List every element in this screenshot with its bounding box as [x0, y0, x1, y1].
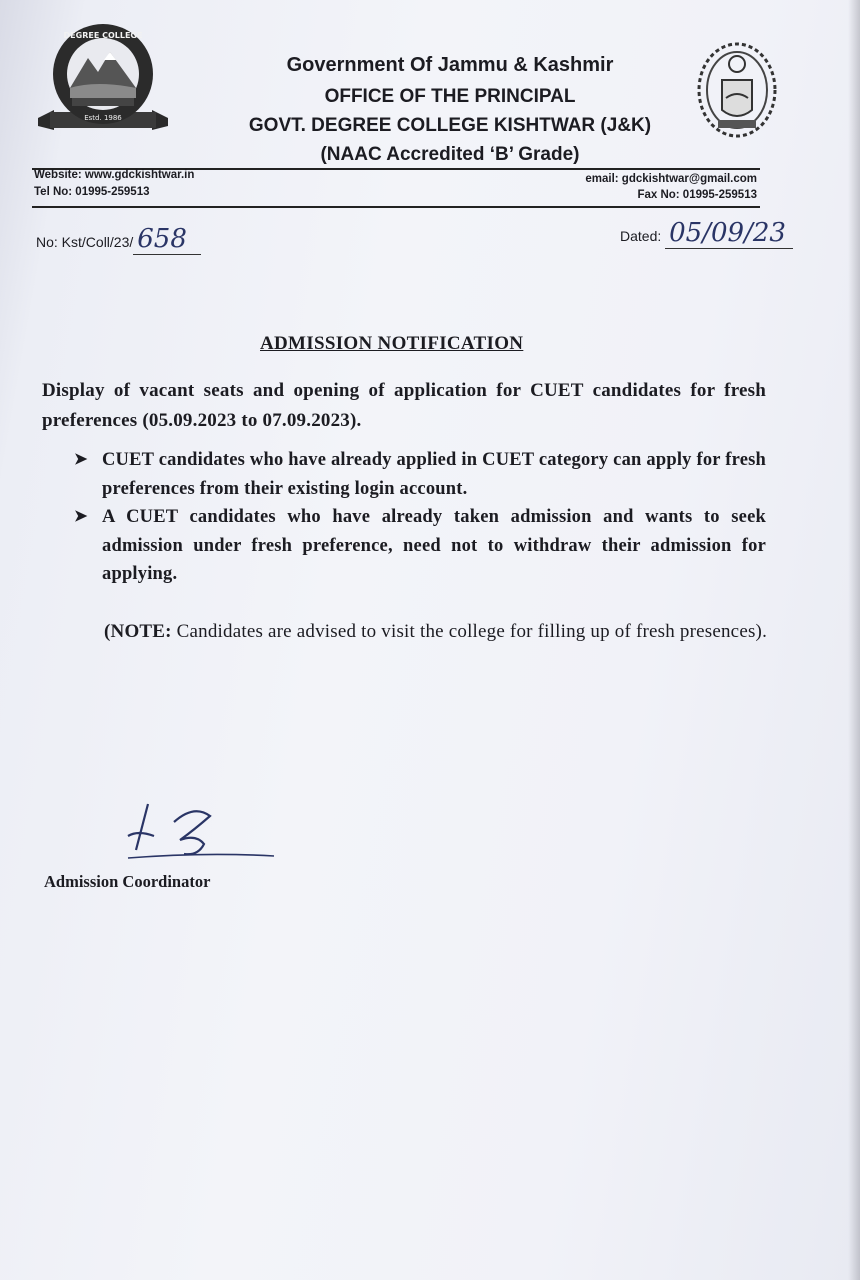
telephone-text: Tel No: 01995-259513: [34, 186, 150, 198]
handwritten-signature: [114, 800, 284, 870]
svg-text:DEGREE COLLEGE: DEGREE COLLEGE: [63, 31, 143, 40]
fax-text: Fax No: 01995-259513: [637, 189, 757, 201]
website-text: Website: www.gdckishtwar.in: [34, 169, 195, 181]
note-label: (NOTE:: [104, 621, 172, 642]
arrow-bullet-icon: ➤: [74, 451, 88, 468]
header-accreditation: (NAAC Accredited ‘B’ Grade): [320, 144, 580, 165]
svg-text:Estd. 1986: Estd. 1986: [84, 114, 122, 122]
bullet-text: A CUET candidates who have already taken admission and wants to seek admission under fresh preference, need not to withdraw their admission for applying.: [102, 507, 766, 584]
notice-bullet-list: [74, 446, 766, 589]
reference-number-handwritten: 658: [137, 224, 187, 254]
header-college-name: GOVT. DEGREE COLLEGE KISHTWAR (J&K): [248, 115, 652, 136]
college-emblem-icon: [36, 18, 170, 134]
header-divider-bottom: [32, 206, 760, 208]
note-text: Candidates are advised to visit the college for filling up of fresh presences).: [171, 621, 768, 642]
arrow-bullet-icon: ➤: [74, 508, 88, 525]
list-item: [74, 503, 766, 589]
email-text: email: gdckishtwar@gmail.com: [585, 173, 757, 185]
bullet-text: CUET candidates who have already applied in CUET category can apply for fresh preferences from their existing login account.: [102, 450, 766, 499]
page-edge-shadow: [848, 0, 860, 1280]
date-field: [620, 218, 793, 249]
header-office: OFFICE OF THE PRINCIPAL: [324, 86, 576, 107]
reference-number: [36, 224, 201, 255]
notice-title: ADMISSION NOTIFICATION: [260, 333, 524, 354]
signatory-title: Admission Coordinator: [44, 872, 211, 891]
notice-intro: Display of vacant seats and opening of application for CUET candidates for fresh preferences (05.09.2023 to 07.09.2023).: [42, 380, 766, 431]
reference-label: No: Kst/Coll/23/: [36, 234, 134, 250]
notice-note: [104, 616, 772, 648]
header-government: Government Of Jammu & Kashmir: [286, 54, 614, 76]
list-item: [74, 446, 766, 503]
date-label: Dated:: [620, 228, 662, 244]
date-handwritten: 05/09/23: [669, 218, 786, 248]
